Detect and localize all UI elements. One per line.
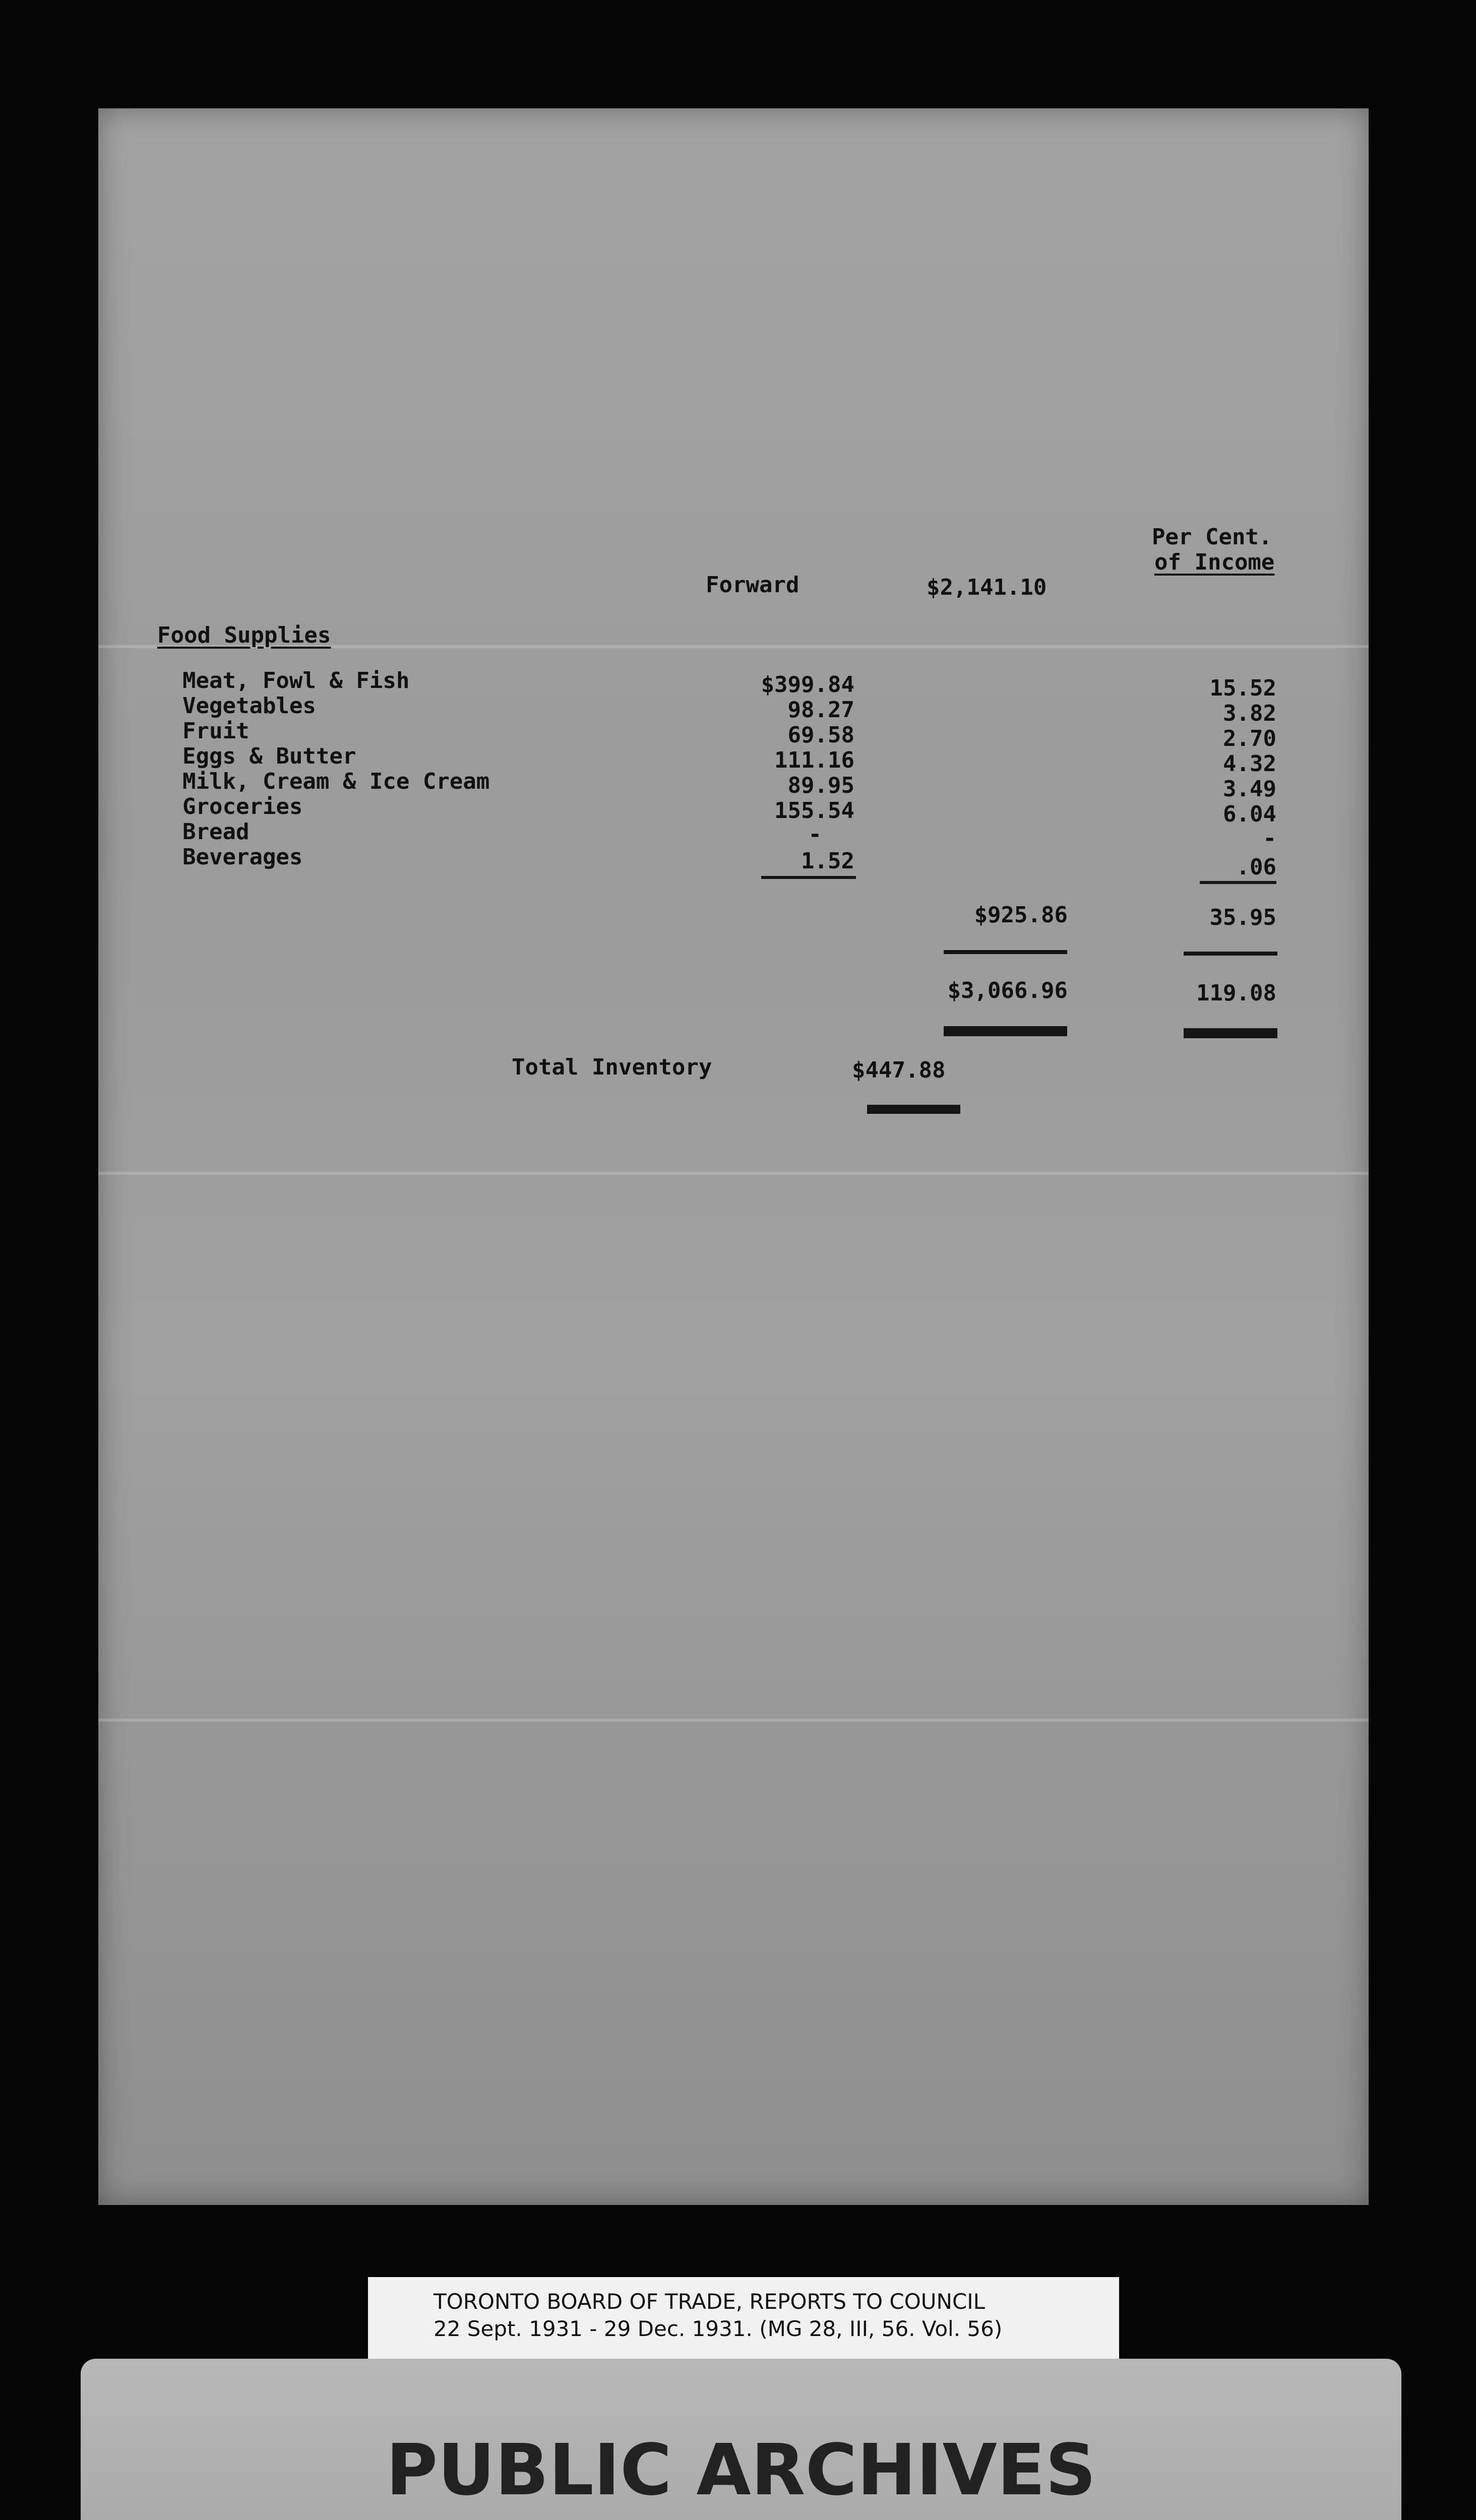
fold-line (98, 1719, 1369, 1722)
percent-underline (1200, 881, 1276, 884)
item-label: Eggs & Butter (182, 743, 356, 769)
item-percent: 15.52 (1209, 675, 1276, 701)
item-amount: 89.95 (787, 773, 854, 798)
item-amount: 98.27 (787, 697, 854, 723)
total-double-rule (944, 1026, 1067, 1036)
of-income-header: of Income (1154, 549, 1275, 575)
item-amount: - (808, 822, 822, 847)
item-label: Fruit (182, 718, 250, 744)
subtotal-value: $925.86 (974, 902, 1068, 928)
item-amount: 111.16 (774, 747, 854, 773)
item-amount: 155.54 (774, 798, 854, 824)
item-percent: 3.82 (1223, 701, 1276, 726)
item-percent: 4.32 (1223, 751, 1276, 777)
inventory-double-rule (867, 1105, 960, 1114)
forward-value: $2,141.10 (927, 575, 1047, 600)
item-percent: - (1263, 826, 1276, 851)
caption-line-2: 22 Sept. 1931 - 29 Dec. 1931. (MG 28, III, 56. Vol. 56) (434, 2316, 1003, 2341)
item-amount: 1.52 (801, 848, 854, 874)
forward-label: Forward (706, 572, 799, 598)
subtotal-rule (944, 950, 1067, 954)
item-label: Bread (182, 819, 250, 845)
subtotal-percent-rule (1184, 952, 1277, 956)
per-cent-header: Per Cent. (1152, 524, 1272, 550)
item-percent: 2.70 (1223, 726, 1276, 751)
total-value: $3,066.96 (947, 978, 1068, 1003)
document-page (98, 108, 1369, 2205)
subtotal-percent: 35.95 (1209, 905, 1276, 930)
item-label: Meat, Fowl & Fish (182, 668, 410, 694)
total-percent: 119.08 (1196, 980, 1276, 1006)
caption-line-1: TORONTO BOARD OF TRADE, REPORTS TO COUNCIL (434, 2289, 986, 2314)
total-percent-double-rule (1184, 1028, 1277, 1038)
section-title: Food Supplies (157, 622, 331, 648)
item-percent: 6.04 (1223, 801, 1276, 827)
item-percent: .06 (1236, 854, 1276, 880)
archive-caption (368, 2277, 1119, 2360)
archives-stamp (81, 2359, 1401, 2520)
amount-underline (761, 876, 856, 879)
item-label: Beverages (182, 844, 303, 870)
inventory-label: Total Inventory (512, 1054, 712, 1080)
item-percent: 3.49 (1223, 776, 1276, 802)
stamp-line-1: PUBLIC ARCHIVES (386, 2429, 1096, 2511)
fold-line (98, 1172, 1369, 1175)
item-amount: $399.84 (761, 672, 854, 698)
item-label: Vegetables (182, 693, 316, 719)
item-label: Milk, Cream & Ice Cream (182, 769, 490, 794)
item-label: Groceries (182, 794, 303, 820)
inventory-value: $447.88 (852, 1057, 946, 1083)
item-amount: 69.58 (787, 722, 854, 748)
